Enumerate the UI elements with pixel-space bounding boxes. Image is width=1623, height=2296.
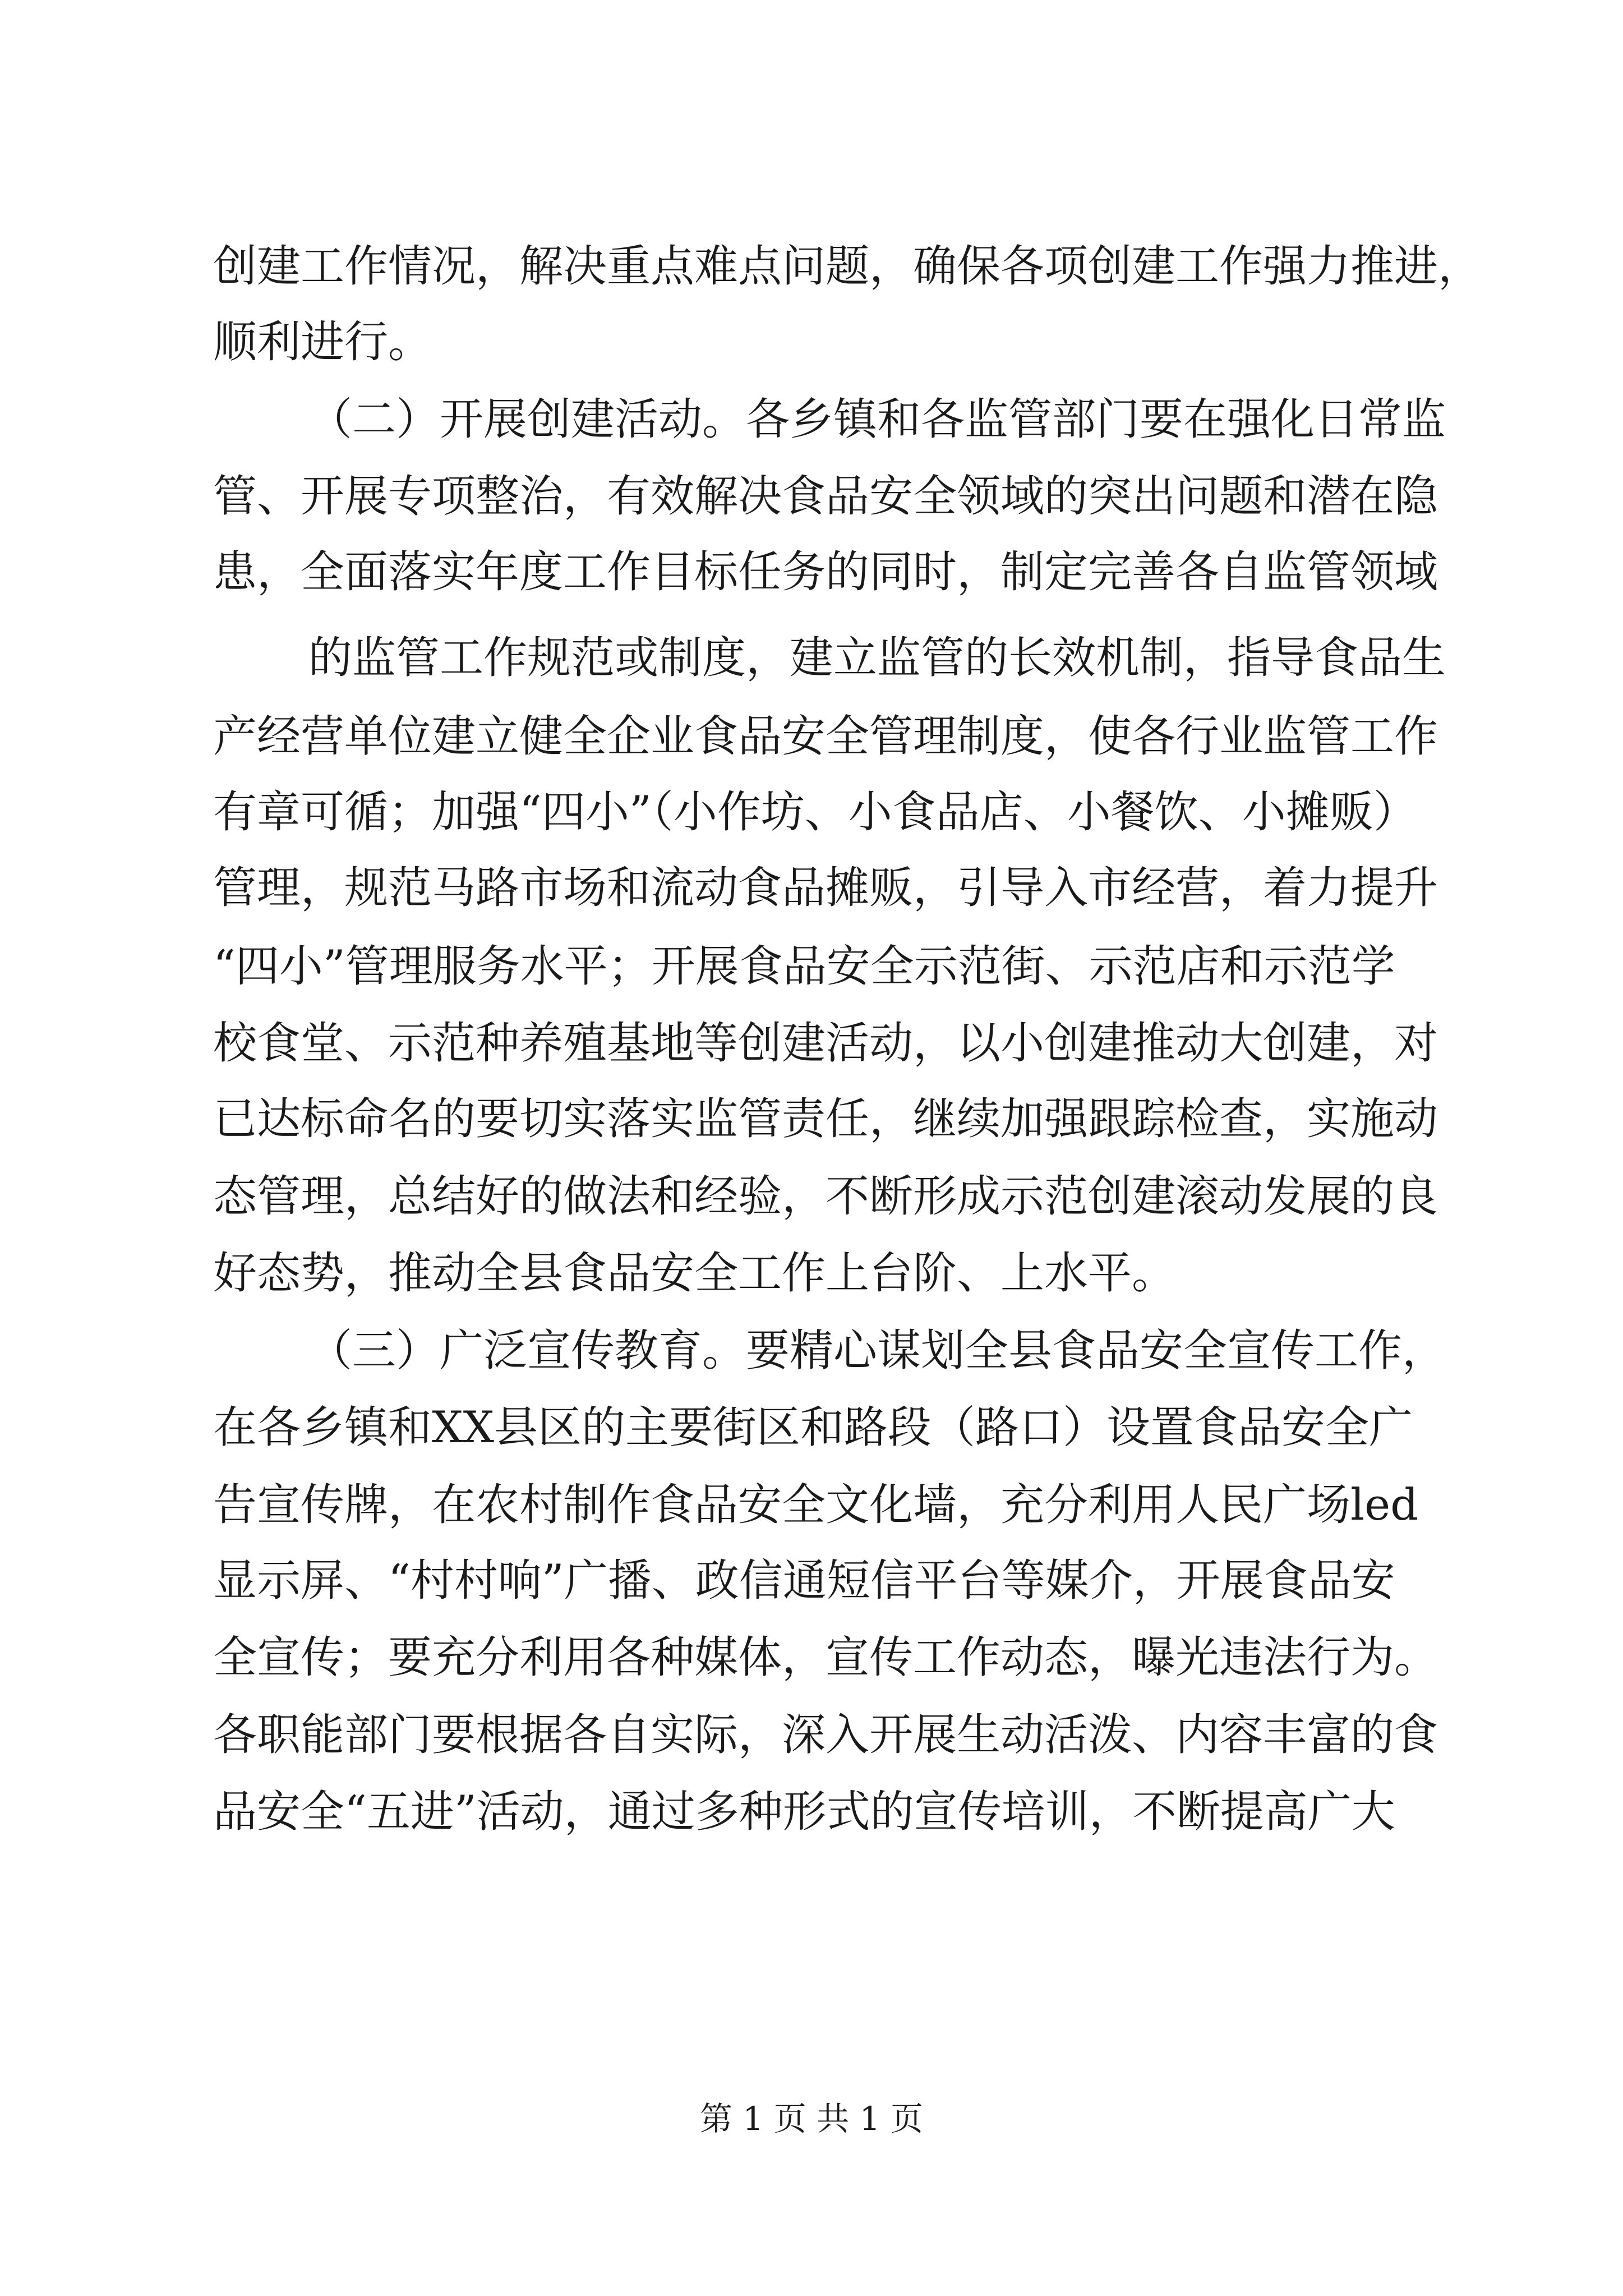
text-line: 全宣传；要充分利用各种媒体，宣传工作动态，曝光违法行为。	[213, 1632, 1438, 1683]
page-number: 第 1 页 共 1 页	[700, 2100, 923, 2138]
text-line: 创建工作情况，解决重点难点问题，确保各项创建工作强力推进，	[213, 241, 1482, 292]
text-line: 的监管工作规范或制度，建立监管的长效机制，指导食品生	[308, 633, 1446, 683]
text-line: “四小”管理服务水平；开展食品安全示范街、示范店和示范学	[213, 941, 1395, 992]
text-line: 告宣传牌，在农村制作食品安全文化墙，充分利用人民广场led	[213, 1480, 1419, 1530]
text-line: 已达标命名的要切实落实监管责任，继续加强跟踪检查，实施动	[213, 1094, 1438, 1144]
text-line: 品安全“五进”活动，通过多种形式的宣传培训，不断提高广大	[213, 1787, 1395, 1837]
text-line: 管理，规范马路市场和流动食品摊贩，引导入市经营，着力提升	[213, 863, 1438, 913]
text-line: 产经营单位建立健全企业食品安全管理制度，使各行业监管工作	[213, 711, 1438, 762]
text-line: 显示屏、“村村响”广播、政信通短信平台等媒介，开展食品安	[213, 1556, 1395, 1606]
text-line: （三）广泛宣传教育。要精心谋划全县食品安全宣传工作，	[308, 1326, 1446, 1376]
text-line: 校食堂、示范种养殖基地等创建活动，以小创建推动大创建，对	[213, 1018, 1438, 1069]
text-line: 患，全面落实年度工作目标任务的同时，制定完善各自监管领域	[213, 547, 1438, 597]
text-line: 好态势，推动全县食品安全工作上台阶、上水平。	[213, 1248, 1176, 1299]
text-line: 管、开展专项整治，有效解决食品安全领域的突出问题和潜在隐	[213, 471, 1438, 522]
text-line: 态管理，总结好的做法和经验，不断形成示范创建滚动发展的良	[213, 1171, 1438, 1222]
text-line: 有章可循；加强“四小”（小作坊、小食品店、小餐饮、小摊贩）	[213, 787, 1417, 838]
text-line: 在各乡镇和XX县区的主要街区和路段（路口）设置食品安全广	[213, 1402, 1413, 1453]
text-line: 各职能部门要根据各自实际，深入开展生动活泼、内容丰富的食	[213, 1710, 1438, 1760]
text-line: （二）开展创建活动。各乡镇和各监管部门要在强化日常监	[308, 394, 1446, 445]
text-line: 顺利进行。	[213, 317, 432, 367]
